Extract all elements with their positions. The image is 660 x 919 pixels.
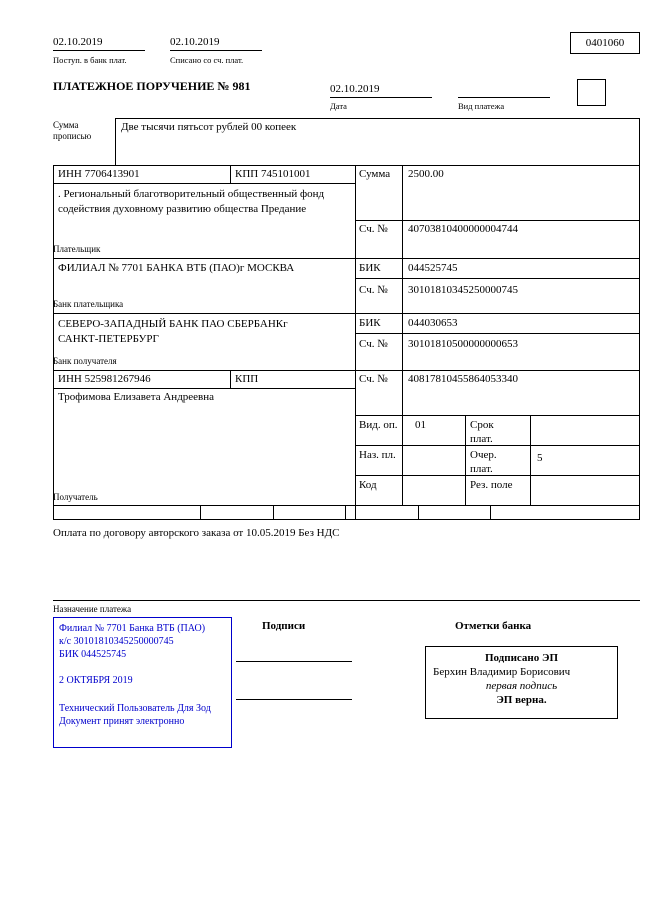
esign-title: Подписано ЭП xyxy=(484,652,559,664)
reserve-field-label: Рез. поле xyxy=(470,479,513,491)
bank-marks-label: Отметки банка xyxy=(455,620,532,632)
beneficiary-inn: ИНН 525981267946 xyxy=(58,373,151,385)
divider xyxy=(230,165,231,183)
beneficiary-kpp-label: КПП xyxy=(235,373,259,385)
beneficiary-bank-account-value: 30101810500000000653 xyxy=(408,338,518,350)
document-title: ПЛАТЕЖНОЕ ПОРУЧЕНИЕ № 981 xyxy=(53,79,251,93)
divider xyxy=(53,183,355,184)
payment-term-label: Срок плат. xyxy=(470,419,494,445)
divider xyxy=(200,505,201,520)
document-date-label: Дата xyxy=(330,101,347,111)
debited-date-value: 02.10.2019 xyxy=(170,36,220,48)
divider xyxy=(458,97,550,98)
divider xyxy=(418,505,419,520)
divider xyxy=(490,505,491,520)
beneficiary-bank-account-label: Сч. № xyxy=(359,338,388,350)
payer-bank-bik-label: БИК xyxy=(359,262,381,274)
payer-bank-section-label: Банк плательщика xyxy=(53,299,124,309)
esign-signer-name: Берхин Владимир Борисович xyxy=(433,666,571,678)
stamp-corr-account: к/с 30101810345250000745 xyxy=(59,636,174,647)
divider xyxy=(53,600,640,601)
payer-bank-account-value: 30101810345250000745 xyxy=(408,284,518,296)
beneficiary-bank-bik-value: 044030653 xyxy=(408,317,458,329)
stamp-bank-name: Филиал № 7701 Банка ВТБ (ПАО) xyxy=(59,623,206,634)
beneficiary-section-label: Получатель xyxy=(53,492,98,502)
divider xyxy=(53,313,640,314)
payer-name: . Региональный благотворительный общественный фонд содействия духовному развитию общества Предание xyxy=(58,188,325,215)
beneficiary-account-label: Сч. № xyxy=(359,373,388,385)
divider xyxy=(230,370,231,388)
beneficiary-name: Трофимова Елизавета Андреевна xyxy=(58,391,215,403)
amount-label: Сумма xyxy=(359,168,391,180)
divider xyxy=(465,415,466,505)
divider xyxy=(53,50,145,51)
code-label: Код xyxy=(359,479,377,491)
signature-line xyxy=(236,661,352,662)
priority-label: Очер. плат. xyxy=(470,449,497,475)
divider xyxy=(355,165,356,520)
payer-bank-account-label: Сч. № xyxy=(359,284,388,296)
op-kind-label: Вид. оп. xyxy=(359,419,398,431)
amount-words-value: Две тысячи пятьсот рублей 00 копеек xyxy=(121,121,297,133)
divider xyxy=(530,415,531,505)
purpose-code-label: Наз. пл. xyxy=(359,449,396,461)
divider xyxy=(355,278,640,279)
bank-acceptance-stamp xyxy=(53,617,232,748)
divider xyxy=(345,505,346,520)
beneficiary-bank-bik-label: БИК xyxy=(359,317,381,329)
payment-type-box xyxy=(577,79,606,106)
payment-purpose-text: Оплата по договору авторского заказа от 10.05.2019 Без НДС xyxy=(53,527,340,539)
stamp-operator: Технический Пользователь Для Зод xyxy=(59,703,211,714)
divider xyxy=(53,370,640,371)
priority-value: 5 xyxy=(537,452,543,464)
divider xyxy=(53,505,640,506)
document-date-value: 02.10.2019 xyxy=(330,83,380,95)
divider xyxy=(355,415,640,416)
divider xyxy=(273,505,274,520)
stamp-accepted-note: Документ принят электронно xyxy=(59,716,185,727)
beneficiary-account-value: 40817810455864053340 xyxy=(408,373,518,385)
signatures-label: Подписи xyxy=(262,620,306,632)
esign-verified: ЭП верна. xyxy=(496,694,547,706)
divider xyxy=(53,388,355,389)
payment-type-label: Вид платежа xyxy=(458,101,505,111)
payer-bank-name: ФИЛИАЛ № 7701 БАНКА ВТБ (ПАО)г МОСКВА xyxy=(58,262,295,274)
payer-account-value: 40703810400000004744 xyxy=(408,223,518,235)
payer-account-label: Сч. № xyxy=(359,223,388,235)
divider xyxy=(53,258,640,259)
divider xyxy=(402,165,403,505)
payer-inn: ИНН 7706413901 xyxy=(58,168,140,180)
divider xyxy=(355,220,640,221)
received-date-label: Поступ. в банк плат. xyxy=(53,55,127,65)
payer-bank-bik-value: 044525745 xyxy=(408,262,458,274)
divider xyxy=(330,97,432,98)
signature-line xyxy=(236,699,352,700)
divider xyxy=(355,333,640,334)
payment-purpose-label: Назначение платежа xyxy=(53,604,132,614)
received-date-value: 02.10.2019 xyxy=(53,36,103,48)
amount-value: 2500.00 xyxy=(408,168,444,180)
form-code: 0401060 xyxy=(585,37,625,49)
payer-kpp: КПП 745101001 xyxy=(235,168,311,180)
beneficiary-bank-name: СЕВЕРО-ЗАПАДНЫЙ БАНК ПАО СБЕРБАНКг САНКТ-ПЕТЕРБУРГ xyxy=(58,318,288,345)
form-code-box xyxy=(570,32,640,54)
divider xyxy=(170,50,262,51)
payer-section-label: Плательщик xyxy=(53,244,101,254)
stamp-date: 2 ОКТЯБРЯ 2019 xyxy=(59,675,133,686)
debited-date-label: Списано со сч. плат. xyxy=(170,55,244,65)
amount-words-label: Сумма прописью xyxy=(53,120,92,142)
stamp-bik: БИК 044525745 xyxy=(59,649,127,660)
op-kind-value: 01 xyxy=(415,419,426,431)
electronic-signature-stamp xyxy=(425,646,618,719)
esign-role: первая подпись xyxy=(485,680,558,692)
beneficiary-bank-section-label: Банк получателя xyxy=(53,356,117,366)
